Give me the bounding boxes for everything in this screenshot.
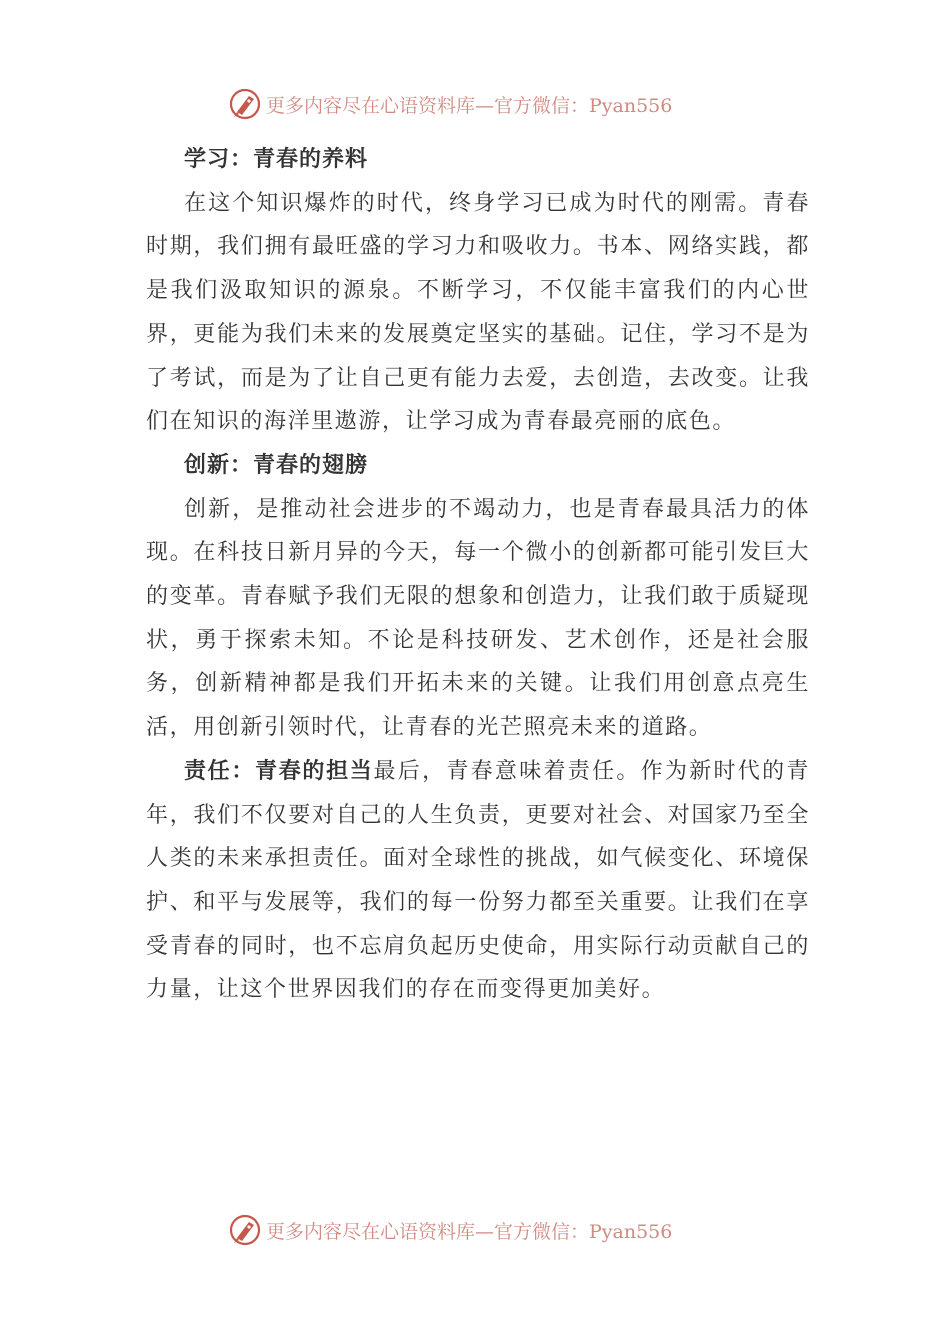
- section-heading-learning: 学习：青春的养料: [184, 146, 369, 172]
- section-paragraph-responsibility: [146, 750, 810, 1012]
- section-paragraph-innovation: 创新，是推动社会进步的不竭动力，也是青春最具活力的体现。在科技日新月异的今天，每一个微小的创新都可能引发巨大的变革。青春赋予我们无限的想象和创造力，让我们敢于质疑现状，勇于探索未知。不论是科技研发、艺术创作，还是社会服务，创新精神都是我们开拓未来的关键。让我们用创意点亮生活，用创新引领时代，让青春的光芒照亮未来的道路。: [146, 496, 810, 741]
- banner-text: 更多内容尽在心语资料库—官方微信：Pyan556: [266, 1220, 673, 1243]
- pen-nib-icon: [228, 1213, 262, 1247]
- section-body-responsibility: 最后，青春意味着责任。作为新时代的青年，我们不仅要对自己的人生负责，更要对社会、对国家乃至全人类的未来承担责任。面对全球性的挑战，如气候变化、环境保护、和平与发展等，我们的每一份努力都至关重要。让我们在享受青春的同时，也不忘肩负起历史使命，用实际行动贡献自己的力量，让这个世界因我们的存在而变得更加美好。: [146, 758, 810, 1003]
- banner-text: 更多内容尽在心语资料库—官方微信：Pyan556: [266, 94, 673, 117]
- section-heading-responsibility: 责任：青春的担当: [184, 757, 374, 784]
- pen-nib-icon: [228, 87, 262, 121]
- article-body: [146, 138, 810, 1012]
- header-banner: [228, 86, 672, 122]
- footer-banner: [228, 1212, 672, 1248]
- section-heading-innovation: 创新：青春的翅膀: [184, 451, 369, 478]
- section-paragraph-learning: 在这个知识爆炸的时代，终身学习已成为时代的刚需。青春时期，我们拥有最旺盛的学习力和吸收力。书本、网络实践，都是我们汲取知识的源泉。不断学习，不仅能丰富我们的内心世界，更能为我们未来的发展奠定坚实的基础。记住，学习不是为了考试，而是为了让自己更有能力去爱，去创造，去改变。让我们在知识的海洋里遨游，让学习成为青春最亮丽的底色。: [146, 190, 810, 435]
